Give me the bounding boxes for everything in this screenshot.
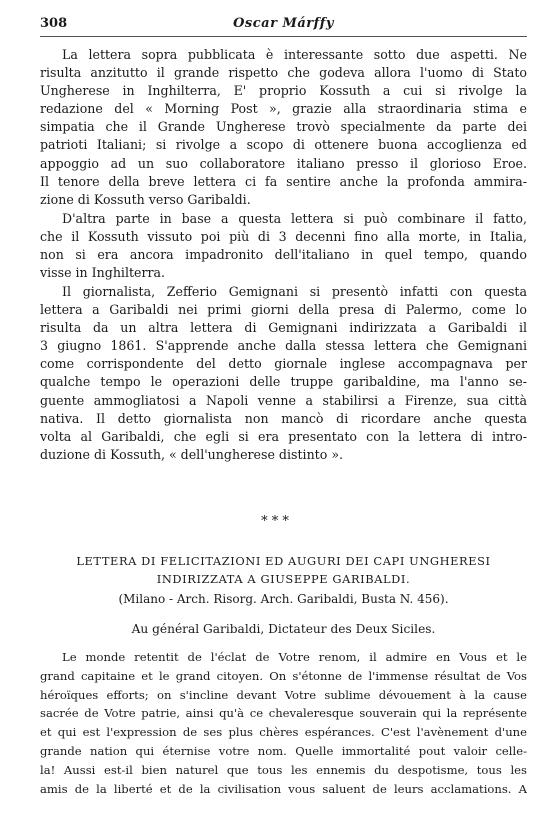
text-line: Il giornalista, Zefferio Gemignani si presentò infatti con questa — [62, 284, 527, 299]
text-line: guente ammogliatosi a Napoli venne a stabilirsi a Firenze, sua città — [40, 392, 527, 408]
letter-salutation: Au général Garibaldi, Dictateur des Deux Siciles. — [131, 622, 436, 636]
page-header — [40, 14, 527, 37]
text-line: nativa. Il detto giornalista non mancò di ricordare anche questa — [40, 410, 527, 426]
text-line: lettera a Garibaldi nei primi giorni della presa di Palermo, come lo — [40, 302, 527, 318]
text-line: qualche tempo le operazioni delle truppe garibaldine, ma l'anno se- — [40, 374, 527, 390]
text-line: redazione del « Morning Post », grazie alla straordinaria stima e — [40, 101, 527, 117]
letter-line: amis de la liberté et de la civilisation vous saluent de leurs acclamations. A — [40, 781, 527, 796]
text-line: Il tenore della breve lettera ci fa sentire anche la profonda ammira- — [40, 173, 527, 189]
text-line: duzione di Kossuth, « dell'ungherese distinto ». — [40, 446, 344, 462]
document-title — [40, 552, 527, 588]
paragraph-1 — [40, 46, 527, 209]
text-line: Ungherese in Inghilterra, E' proprio Kossuth a cui si rivolge la — [40, 83, 527, 99]
letter-line: sacrée de Votre patrie, ainsi qu'à ce chevaleresque souverain qui la représente — [40, 706, 527, 721]
text-line: volta al Garibaldi, che egli si era presentato con la lettera di intro- — [40, 428, 527, 444]
archive-citation: (Milano - Arch. Risorg. Arch. Garibaldi, Busta N. 456). — [118, 592, 449, 606]
running-head: Oscar Márffy — [233, 16, 334, 31]
document-title-line-2: INDIRIZZATA A GIUSEPPE GARIBALDI. — [156, 572, 411, 586]
text-line: come corrispondente del detto giornale inglese accompagnava per — [40, 356, 527, 372]
text-line: 3 giugno 1861. S'apprende anche dalla stessa lettera che Gemignani — [40, 338, 527, 354]
letter-line: Le monde retentit de l'éclat de Votre renom, il admire en Vous et le — [62, 650, 527, 664]
paragraph-3 — [40, 283, 527, 464]
text-line: appoggio ad un suo collaboratore italiano presso il glorioso Eroe. — [40, 155, 527, 171]
text-line: visse in Inghilterra. — [40, 265, 166, 281]
letter-line: et qui est l'expression de ses plus chères espérances. C'est l'avènement d'une — [40, 725, 527, 740]
letter-line: la! Aussi est-il bien naturel que tous les ennemis du despotisme, tous les — [40, 762, 527, 777]
paragraph-2 — [40, 210, 527, 282]
letter-body — [40, 648, 527, 798]
letter-line: grande nation qui éternise votre nom. Quelle immortalité pout valoir celle- — [40, 743, 527, 758]
text-line: D'altra parte in base a questa lettera si può combinare il fatto, — [62, 211, 527, 226]
text-line: che il Kossuth vissuto poi più di 3 decenni fino alla morte, in Italia, — [40, 229, 527, 245]
letter-line: héroïques efforts; on s'incline devant Votre sublime dévouement à la cause — [40, 687, 527, 702]
separator-asterisks: * * * — [261, 514, 289, 529]
text-line: risulta da un altra lettera di Gemignani indirizzata a Garibaldi il — [40, 320, 527, 336]
letter-line: grand capitaine et le grand citoyen. On s'étonne de l'immense résultat de Vos — [40, 668, 527, 683]
text-line: non si era ancora impadronito dell'italiano in quel tempo, quando — [40, 247, 527, 263]
text-line: patrioti Italiani; si rivolge a scopo di ottenere buona accoglienza ed — [40, 137, 527, 153]
text-line: simpatia che il Grande Ungherese trovò specialmente da parte dei — [40, 119, 527, 135]
page-number: 308 — [40, 16, 68, 31]
text-line: La lettera sopra pubblicata è interessante sotto due aspetti. Ne — [62, 47, 527, 62]
document-title-line-1: LETTERA DI FELICITAZIONI ED AUGURI DEI CAPI UNGHERESI — [76, 554, 491, 568]
section-separator — [0, 514, 550, 529]
text-line: risulta anzitutto il grande rispetto che godeva allora l'uomo di Stato — [40, 65, 527, 81]
text-line: zione di Kossuth verso Garibaldi. — [40, 191, 251, 207]
